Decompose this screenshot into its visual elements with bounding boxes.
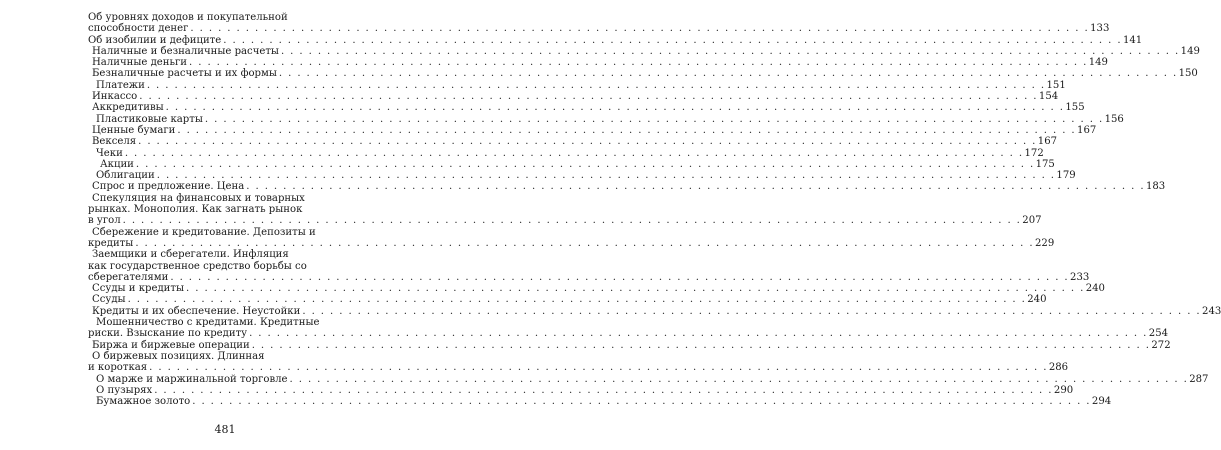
toc-entry-page: 167 bbox=[1077, 124, 1097, 136]
toc-entry-title: как государственное средство борьбы со bbox=[88, 260, 307, 272]
toc-entry bbox=[88, 147, 1044, 159]
toc-entry bbox=[88, 91, 1059, 103]
toc-entry-title: сберегателями bbox=[88, 271, 169, 283]
toc-entry bbox=[88, 12, 1110, 35]
toc-entry-page: 172 bbox=[1024, 147, 1044, 159]
toc-entry-page: 286 bbox=[1048, 362, 1069, 374]
toc-entry-title: Заемщики и сберегатели. Инфляция bbox=[92, 249, 289, 261]
toc-entry-title: Инкассо bbox=[92, 91, 138, 103]
toc-entry bbox=[88, 339, 1171, 351]
toc-entry-title: Ссуды и кредиты bbox=[92, 283, 185, 295]
toc-entry bbox=[88, 79, 1066, 91]
toc-entry-page: 272 bbox=[1151, 339, 1171, 351]
toc-entry-title: рынках. Монополия. Как загнать рынок bbox=[88, 204, 303, 216]
toc-entry bbox=[88, 181, 1166, 193]
dot-leader: . . . . . . . . . . . . . . . . . . . . . . . . . . . . . . . . . . . . . . . . . . . . . . . . . . . . . . . . . . . . . . . . . . . . . . . . . . . . . . . . . . . . . . . . . . . . . . . . . . bbox=[186, 283, 1085, 295]
dot-leader: . . . . . . . . . . . . . . . . . . . . . . . . . . . . . . . . . . . . . . . . . . . . . . . . . . . . . . . . . . . . . . . . . . . . . . . . . . . . . . . . . . . . . . . . . . . . . . . . . . bbox=[139, 91, 1038, 103]
toc-entry-page: 133 bbox=[1090, 23, 1110, 35]
toc-entry bbox=[88, 192, 1042, 227]
toc-entry bbox=[88, 45, 1200, 57]
toc-entry-title: О пузырях bbox=[96, 384, 153, 396]
toc-entry bbox=[88, 170, 1076, 182]
toc-entry-page: 229 bbox=[1034, 237, 1055, 249]
dot-leader: . . . . . . . . . . . . . . . . . . . . . . . . . . . . . . . . . . . . . . . . . . . . . . . . . . . . . . . . . . . . . . . . . . . . . . . . . . . . . . . . . . . . . . . . . . . . . . . . . . bbox=[280, 45, 1180, 57]
toc-entry bbox=[88, 226, 1055, 250]
dot-leader: . . . . . . . . . . . . . . . . . . . . . . . . . . . . . . . . . . . . . . . . . . . . . . . . . . . . . . . . . . . . . . . . . . . . . . . . . . . . . . . . . . . . . . . . . . . . . . . . . . bbox=[124, 147, 1024, 159]
toc-entry-title: Наличные и безналичные расчеты bbox=[92, 45, 279, 57]
toc-entry bbox=[88, 158, 1055, 170]
toc-entry bbox=[88, 350, 1069, 374]
dot-leader: . . . . . . . . . . . . . . . . . . . . . . . . . . . . . . . . . . . . . . . . . . . . . . . . . . . . . . . . . . . . . . . . . . . . . . . . . . . . . . . . . . . . . . . . . . . . . . . . . . bbox=[189, 57, 1088, 69]
toc-entry bbox=[88, 34, 1143, 46]
toc-entry bbox=[88, 124, 1097, 136]
toc-entry-title: в угол bbox=[88, 215, 121, 227]
toc-entry-title: Спрос и предложение. Цена bbox=[92, 181, 245, 193]
toc-entry-title: Платежи bbox=[96, 79, 145, 91]
toc-entry-page: 155 bbox=[1065, 102, 1085, 114]
toc-entry-page: 240 bbox=[1085, 283, 1105, 295]
dot-leader: . . . . . . . . . . . . . . . . . . . . . . . . . . . . . . . . . . . . . . . . . . . . . . . . . . . . . . . . . . . . . . . . . . . . . . . . . . . . . . . . . . . . . . . . . . . . . . . . . . bbox=[149, 362, 1048, 374]
toc-entry-page: 183 bbox=[1145, 181, 1166, 193]
toc-entry-page: 175 bbox=[1035, 158, 1055, 170]
dot-leader: . . . . . . . . . . . . . . . . . . . . . . . . . . . . . . . . . . . . . . . . . . . . . . . . . . . . . . . . . . . . . . . . . . . . . . . . . . . . . . . . . . . . . . . . . . . . . . . . . . bbox=[154, 384, 1053, 396]
page-number: 481 bbox=[214, 423, 236, 436]
toc-entry bbox=[88, 68, 1198, 80]
toc-entry-title: Бумажное золото bbox=[96, 396, 191, 408]
toc-entry bbox=[88, 305, 1221, 317]
dot-leader: . . . . . . . . . . . . . . . . . . . . . . . . . . . . . . . . . . . . . . . . . . . . . . . . . . . . . . . . . . . . . . . . . . . . . . . . . . . . . . . . . . . . . . . . . . . . . . . . . . bbox=[177, 124, 1077, 136]
toc-entry bbox=[88, 283, 1105, 295]
dot-leader: . . . . . . . . . . . . . . . . . . . . . . . . . . . . . . . . . . . . . . . . . . . . . . . . . . . . . . . . . . . . . . . . . . . . . . . . . . . . . . . . . . . . . . . . . . . . . . . . . . bbox=[192, 396, 1091, 408]
toc-entry-title: кредиты bbox=[88, 237, 134, 249]
toc-entry-title: Кредиты и их обеспечение. Неустойки bbox=[92, 305, 301, 317]
toc-entry-page: 294 bbox=[1091, 396, 1112, 408]
toc-entry-page: 151 bbox=[1046, 79, 1066, 91]
toc-entry-title: Безналичные расчеты и их формы bbox=[92, 68, 277, 80]
toc-entry-title: Чеки bbox=[96, 147, 123, 159]
dot-leader: . . . . . . . . . . . . . . . . . . . . . . . . . . . . . . . . . . . . . . . . . . . . . . . . . . . . . . . . . . . . . . . . . . . . . . . . . . . . . . . . . . . . . . . . . . . . . . . . . . bbox=[135, 158, 1035, 170]
dot-leader: . . . . . . . . . . . . . . . . . . . . . . . . . . . . . . . . . . . . . . . . . . . . . . . . . . . . . . . . . . . . . . . . . . . . . . . . . . . . . . . . . . . . . . . . . . . . . . . . . . bbox=[251, 339, 1151, 351]
toc-entry-page: 254 bbox=[1148, 328, 1169, 340]
toc-entry-title: Сбережение и кредитование. Депозиты и bbox=[92, 226, 316, 238]
dot-leader: . . . . . . . . . . . . . . . . . . . . . . . . . . . . . . . . . . . . . . . . . . . . . . . . . . . . . . . . . . . . . . . . . . . . . . . . . . . . . . . . . . . . . . . . . . . . . . . . . . bbox=[204, 113, 1104, 125]
dot-leader: . . . . . . . . . . . . . . . . . . . . . . . . . . . . . . . . . . . . . . . . . . . . . . . . . . . . . . . . . . . . . . . . . . . . . . . . . . . . . . . . . . . . . . . . . . . . . . . . . . bbox=[156, 170, 1056, 182]
toc-entry-page: 290 bbox=[1053, 384, 1074, 396]
dot-leader: . . . . . . . . . . . . . . . . . . . . . . . . . . . . . . . . . . . . . . . . . . . . . . . . . . . . . . . . . . . . . . . . . . . . . . . . . . . . . . . . . . . . . . . . . . . . . . . . . . bbox=[289, 373, 1189, 385]
toc-entry-title: О биржевых позициях. Длинная bbox=[92, 350, 265, 362]
toc-entry bbox=[88, 396, 1112, 408]
toc-entry-page: 233 bbox=[1070, 271, 1090, 283]
toc-entry-title: Об уровнях доходов и покупательной bbox=[88, 12, 288, 23]
toc-entry-title: Пластиковые карты bbox=[96, 113, 203, 125]
toc-entry bbox=[88, 294, 1047, 306]
toc-entry-title: и короткая bbox=[88, 362, 148, 374]
toc-entry-title: Аккредитивы bbox=[92, 102, 164, 114]
toc-entry-page: 167 bbox=[1037, 136, 1058, 148]
toc-entry-title: Об изобилии и дефиците bbox=[88, 34, 222, 46]
dot-leader: . . . . . . . . . . . . . . . . . . . . . . . . . . . . . . . . . . . . . . . . . . . . . . . . . . . . . . . . . . . . . . . . . . . . . . . . . . . . . . . . . . . . . . . . . . . . . . . . . . bbox=[246, 181, 1145, 193]
toc-entry-title: О марже и маржинальной торговле bbox=[96, 373, 288, 385]
toc-entry-page: 150 bbox=[1178, 68, 1198, 80]
dot-leader: . . . . . . . . . . . . . . . . . . . . . . . . . . . . . . . . . . . . . . . . . . . . . . . . . . . . . . . . . . . . . . . . . . . . . . . . . . . . . . . . . . . . . . . . . . . . . . . . . . bbox=[138, 136, 1037, 148]
table-of-contents bbox=[88, 12, 1221, 408]
toc-entry-page: 156 bbox=[1104, 113, 1124, 125]
toc-entry-page: 149 bbox=[1180, 45, 1200, 57]
toc-entry bbox=[88, 384, 1074, 396]
toc-entry bbox=[88, 102, 1085, 114]
dot-leader: . . . . . . . . . . . . . . . . . . . . . . . . . . . . . . . . . . . . . . . . . . . . . . . . . . . . . . . . . . . . . . . . . . . . . . . . . . . . . . . . . . . . . . . . . . . . . . . . . . bbox=[146, 79, 1046, 91]
dot-leader: . . . . . . . . . . . . . . . . . . . . . . . . . . . . . . . . . . . . . . . . . . . . . . . . . . . . . . . . . . . . . . . . . . . . . . . . . . . . . . . . . . . . . . . . . . . . . . . . . . bbox=[135, 237, 1034, 249]
toc-entry-page: 149 bbox=[1088, 57, 1108, 69]
toc-entry-page: 243 bbox=[1202, 305, 1221, 317]
toc-entry-title: риски. Взыскание по кредиту bbox=[88, 328, 248, 340]
toc-entry-title: способности денег bbox=[88, 23, 189, 35]
dot-leader: . . . . . . . . . . . . . . . . . . . . . . . . . . . . . . . . . . . . . . . . . . . . . . . . . . . . . . . . . . . . . . . . . . . . . . . . . . . . . . . . . . . . . . . . . . . . . . . . . . bbox=[302, 305, 1202, 317]
dot-leader: . . . . . . . . . . . . . . . . . . . . . . . . . . . . . . . . . . . . . . . . . . . . . . . . . . . . . . . . . . . . . . . . . . . . . . . . . . . . . . . . . . . . . . . . . . . . . . . . . . bbox=[278, 68, 1178, 80]
dot-leader: . . . . . . . . . . . . . . . . . . . . . . . . . . . . . . . . . . . . . . . . . . . . . . . . . . . . . . . . . . . . . . . . . . . . . . . . . . . . . . . . . . . . . . . . . . . . . . . . . . bbox=[249, 328, 1148, 340]
dot-leader: . . . . . . . . . . . . . . . . . . . . . . . . . . . . . . . . . . . . . . . . . . . . . . . . . . . . . . . . . . . . . . . . . . . . . . . . . . . . . . . . . . . . . . . . . . . . . . . . . . bbox=[122, 215, 1022, 227]
toc-entry-title: Спекуляция на финансовых и товарных bbox=[92, 192, 305, 204]
toc-entry-page: 240 bbox=[1027, 294, 1047, 306]
toc-entry bbox=[88, 249, 1090, 283]
toc-entry-title: Мошенничество с кредитами. Кредитные bbox=[96, 317, 320, 329]
toc-entry-title: Ценные бумаги bbox=[92, 124, 176, 136]
toc-entry bbox=[88, 113, 1124, 125]
toc-entry-page: 207 bbox=[1022, 215, 1042, 227]
toc-entry-page: 141 bbox=[1122, 34, 1143, 46]
toc-entry-title: Векселя bbox=[92, 136, 137, 148]
dot-leader: . . . . . . . . . . . . . . . . . . . . . . . . . . . . . . . . . . . . . . . . . . . . . . . . . . . . . . . . . . . . . . . . . . . . . . . . . . . . . . . . . . . . . . . . . . . . . . . . . . bbox=[165, 102, 1065, 114]
toc-entry-page: 154 bbox=[1038, 91, 1059, 103]
toc-entry-page: 179 bbox=[1056, 170, 1076, 182]
toc-entry bbox=[88, 57, 1108, 69]
dot-leader: . . . . . . . . . . . . . . . . . . . . . . . . . . . . . . . . . . . . . . . . . . . . . . . . . . . . . . . . . . . . . . . . . . . . . . . . . . . . . . . . . . . . . . . . . . . . . . . . . . bbox=[170, 271, 1070, 283]
toc-entry-title: Наличные деньги bbox=[92, 57, 188, 69]
toc-entry bbox=[88, 317, 1169, 340]
toc-entry-title: Облигации bbox=[96, 170, 155, 182]
toc-entry bbox=[88, 373, 1209, 385]
dot-leader: . . . . . . . . . . . . . . . . . . . . . . . . . . . . . . . . . . . . . . . . . . . . . . . . . . . . . . . . . . . . . . . . . . . . . . . . . . . . . . . . . . . . . . . . . . . . . . . . . . bbox=[190, 23, 1090, 35]
dot-leader: . . . . . . . . . . . . . . . . . . . . . . . . . . . . . . . . . . . . . . . . . . . . . . . . . . . . . . . . . . . . . . . . . . . . . . . . . . . . . . . . . . . . . . . . . . . . . . . . . . bbox=[127, 294, 1027, 306]
toc-entry-title: Акции bbox=[100, 158, 134, 170]
toc-entry-page: 287 bbox=[1189, 373, 1209, 385]
dot-leader: . . . . . . . . . . . . . . . . . . . . . . . . . . . . . . . . . . . . . . . . . . . . . . . . . . . . . . . . . . . . . . . . . . . . . . . . . . . . . . . . . . . . . . . . . . . . . . . . . . bbox=[223, 34, 1122, 46]
toc-entry bbox=[88, 136, 1058, 148]
toc-entry-title: Ссуды bbox=[92, 294, 126, 306]
toc-entry-title: Биржа и биржевые операции bbox=[92, 339, 250, 351]
